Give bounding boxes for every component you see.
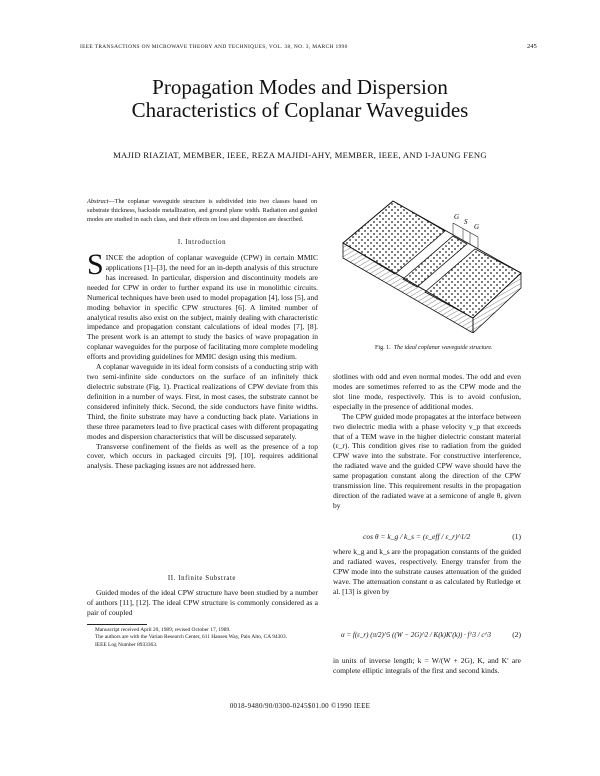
equation-1-body: cos θ = k_g / k_s = (ε_eff / ε_r)^1/2 [363, 532, 471, 541]
right-column-body-end [333, 656, 521, 676]
footnotes [87, 627, 318, 649]
cpw-structure-illustration [333, 193, 523, 333]
paragraph: The CPW guided mode propagates at the interface between two dielectric media with a phase velocity v_p that exceeds that of a TEM wave in the higher dielectric constant material (ε_r). This condition gives rise to radiation from the guided CPW wave into the substrate. For constructive interference, the radiated wave and the guided CPW wave should have the same propagation constant along the direction of the CPW transmission line. This requirement results in the propagation direction of the radiated wave at a semicone of angle θ, given by [333, 411, 521, 510]
figure-caption [375, 345, 493, 351]
page-number: 245 [527, 43, 537, 50]
equation-1 [333, 532, 521, 541]
running-head: IEEE TRANSACTIONS ON MICROWAVE THEORY AND TECHNIQUES, VOL. 38, NO. 3, MARCH 1990 [80, 44, 348, 50]
equation-2-body: α = f(ε_r) (π/2)^5 ((W − 2G)^2 / K(k)K′(k)) · f^3 / c^3 [341, 630, 491, 639]
label-g-left: G [454, 213, 460, 221]
section-heading-introduction: I. Introduction [177, 239, 227, 246]
section-heading-infinite-substrate: II. Infinite Substrate [167, 575, 237, 582]
footnote: Manuscript received April 20, 1989; revised October 17, 1989. [95, 627, 231, 633]
paragraph: Guided modes of the ideal CPW structure have been studied by a number of authors [11], [12]. The ideal CPW structure is commonly considered as a pair of coupled [87, 588, 318, 617]
footnote: IEEE Log Number 8933363. [95, 641, 158, 648]
paragraph: in units of inverse length; k = W/(W + 2G), K, and K′ are complete elliptic integrals of the first and second kinds. [333, 656, 521, 675]
paragraph: Transverse confinement of the fields as well as the presence of a top cover, which occurs in packaged circuits [9], [10], requires additional analysis. These packaging issues are not addressed here. [87, 441, 318, 471]
figure-1-cpw-diagram [333, 193, 523, 333]
right-column-body-continued [333, 547, 521, 597]
abstract-text: —The coplanar waveguide structure is subdivided into two classes based on substrate thickness, backside metallization, and ground plane width. Radiation and guided modes are studied in each class, and their effects on loss and dispersion are described. [87, 198, 317, 224]
right-column-body [333, 372, 521, 511]
label-s: S [464, 218, 468, 226]
paragraph: slotlines with odd and even normal modes. The odd and even modes are sometimes referred to as the CPW mode and the slot line mode, respectively. This is to avoid confusion, especially in the presence of additional modes. [333, 372, 521, 411]
footnote-divider [87, 624, 147, 625]
equation-1-number: (1) [512, 532, 521, 541]
label-g-right: G [474, 223, 480, 231]
equation-2-number: (2) [512, 630, 521, 639]
paragraph: SINCE the adoption of coplanar waveguide (CPW) in certain MMIC applications [1]–[3], the need for an in-depth analysis of this structure has increased. In particular, dispersion and discontinuity models are needed for CPW in order to further expand its use in monolithic circuits. Numerical techniques have been used to model propagation [4], loss [5], and moding behavior in specific CPW structures [6]. A limited number of analytical results also exist on the subject, mainly dealing with characteristic impedance and propagation constant calculations of ideal modes [7], [8]. The present work is an attempt to study the basics of wave propagation in coplanar waveguides for the purpose of facilitating more complete modeling efforts and providing guidelines for MMIC design using this medium. [87, 248, 318, 362]
paragraph: A coplanar waveguide in its ideal form consists of a conducting strip with two semi-infinite side conductors on the surface of an infinitely thick dielectric substrate (Fig. 1). Practical realizations of CPW deviate from this definition in a number of ways. First, in most cases, the substrate cannot be considered infinitely thick. Second, the side conductors have finite widths. Third, the finite substrate may have a conducting back plate. Variations in these three parameters lead to five practical cases with different propagating modes and dispersion characteristics that will be discussed separately. [87, 362, 318, 441]
copyright-line: 0018-9480/90/0300-0245$01.00 ©1990 IEEE [229, 702, 371, 710]
abstract [87, 197, 317, 224]
figure-caption-label: Fig. 1. [375, 345, 391, 351]
paragraph: where k_g and k_s are the propagation constants of the guided and radiated waves, respectively. Energy transfer from the CPW mode into the substrate causes attenuation of the guided wave. The attenuation constant α as calculated by Rutledge et al. [13] is given by [333, 547, 521, 596]
introduction-body [87, 248, 318, 471]
figure-caption-text: The ideal coplanar waveguide structure. [393, 345, 493, 351]
abstract-label: Abstract [87, 198, 109, 205]
infinite-substrate-body [87, 588, 318, 618]
author-line: MAJID RIAZIAT, MEMBER, IEEE, REZA MAJIDI-AHY, MEMBER, IEEE, AND I-JAUNG FENG [113, 150, 487, 160]
paper-title: Propagation Modes and Dispersion Characteristics of Coplanar Waveguides [131, 75, 469, 122]
footnote: The authors are with the Varian Research Center, 611 Hansen Way, Palo Alto, CA 94303. [95, 634, 288, 641]
equation-2 [333, 630, 521, 639]
